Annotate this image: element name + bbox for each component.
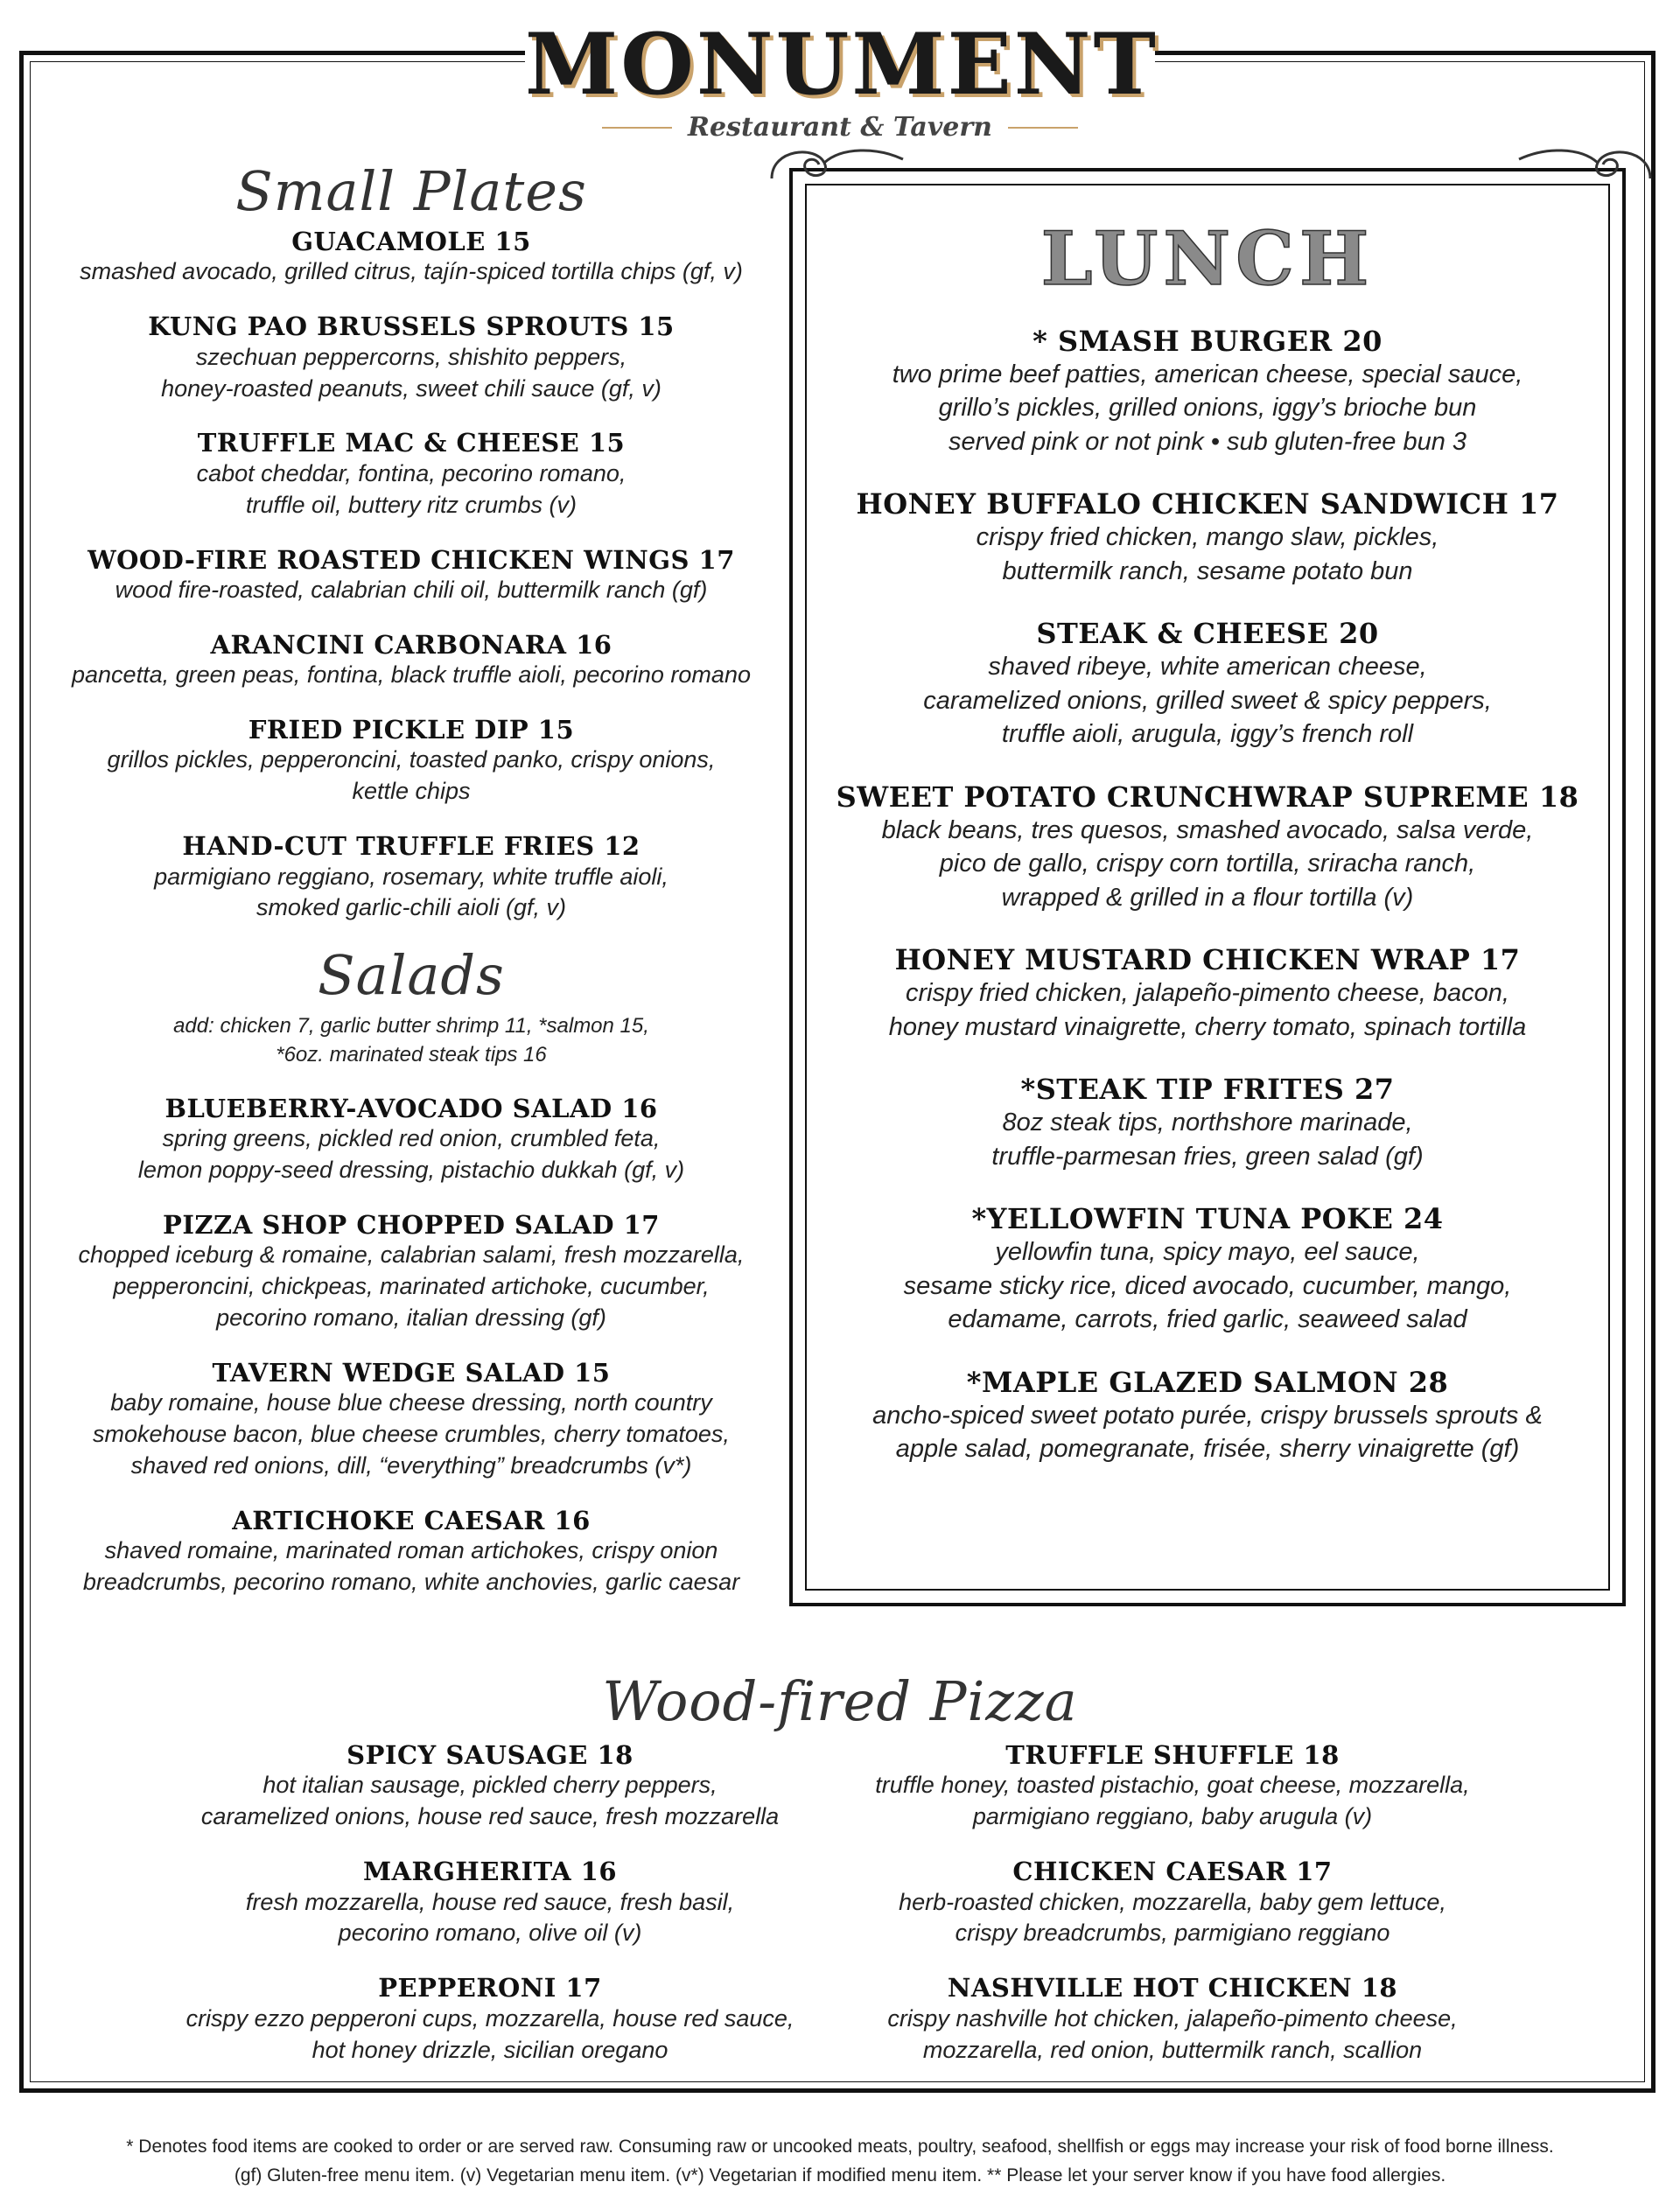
menu-item — [52, 546, 770, 606]
lunch-heading: LUNCH — [1040, 215, 1375, 302]
menu-item-description: grillo’s pickles, grilled onions, iggy’s brioche bun — [938, 394, 1477, 423]
menu-item-description: spring greens, pickled red onion, crumbled feta, — [162, 1124, 661, 1151]
menu-item-title: PIZZA SHOP CHOPPED SALAD 17 — [163, 1209, 660, 1240]
menu-item-title: GUACAMOLE 15 — [291, 227, 531, 256]
lunch-list — [793, 325, 1622, 1466]
pizza-left-column — [175, 1741, 805, 2090]
menu-item-title: PEPPERONI 17 — [378, 1973, 602, 2004]
pizza-heading-wrap — [0, 1668, 1680, 1738]
menu-item-description: pico de gallo, crispy corn tortilla, sriracha ranch, — [939, 850, 1476, 878]
menu-item-description: ancho-spiced sweet potato purée, crispy brussels sprouts & — [872, 1401, 1543, 1430]
menu-item-description: baby romaine, house blue cheese dressing, north country — [110, 1389, 712, 1416]
menu-item-description: truffle aioli, arugula, iggy’s french roll — [1001, 720, 1414, 749]
menu-item-description: smashed avocado, grilled citrus, tajín-spiced tortilla chips (gf, v) — [80, 258, 743, 285]
menu-item-description: shaved romaine, marinated roman artichokes, crispy onion — [104, 1537, 718, 1564]
menu-item — [793, 944, 1622, 1044]
menu-item — [840, 1857, 1505, 1949]
menu-item-description: hot italian sausage, pickled cherry peppers, — [262, 1772, 718, 1799]
menu-item-title: SWEET POTATO CRUNCHWRAP SUPREME 18 — [836, 780, 1579, 814]
menu-item-title: *MAPLE GLAZED SALMON 28 — [966, 1365, 1449, 1399]
small-plates-list — [52, 227, 770, 924]
menu-item-description: crispy nashville hot chicken, jalapeño-pimento cheese, — [887, 2004, 1458, 2032]
menu-item-description: 8oz steak tips, northshore marinade, — [1002, 1108, 1413, 1137]
menu-item-description: crispy ezzo pepperoni cups, mozzarella, house red sauce, — [186, 2004, 794, 2032]
menu-item — [52, 1507, 770, 1598]
menu-item — [793, 1367, 1622, 1466]
menu-item-description: served pink or not pink • sub gluten-free bun 3 — [948, 427, 1467, 456]
menu-item — [52, 1211, 770, 1334]
menu-item-title: STEAK & CHEESE 20 — [1036, 617, 1379, 651]
menu-item-description: black beans, tres quesos, smashed avocado, salsa verde, — [881, 815, 1534, 844]
menu-item-description: yellowfin tuna, spicy mayo, eel sauce, — [995, 1238, 1420, 1267]
small-plates-heading: Small Plates — [235, 159, 587, 223]
menu-item — [175, 1974, 805, 2066]
allergy-footer — [0, 2133, 1680, 2190]
subtitle-rule-left — [602, 127, 672, 129]
menu-item-description: pancetta, green peas, fontina, black truffle aioli, pecorino romano — [72, 661, 751, 689]
menu-item — [840, 1974, 1505, 2066]
menu-item-title: ARTICHOKE CAESAR 16 — [232, 1505, 591, 1535]
menu-item-description: truffle oil, buttery ritz crumbs (v) — [245, 491, 578, 518]
menu-item-description: crispy fried chicken, mango slaw, pickles, — [976, 523, 1439, 552]
menu-item — [793, 781, 1622, 914]
menu-item-description: grillos pickles, pepperoncini, toasted panko, crispy onions, — [107, 746, 716, 773]
menu-item-description: breadcrumbs, pecorino romano, white anchovies, garlic caesar — [82, 1569, 740, 1596]
menu-item-title: BLUEBERRY-AVOCADO SALAD 16 — [164, 1093, 658, 1123]
salads-add-ons — [52, 1011, 770, 1069]
menu-item — [793, 618, 1622, 751]
menu-item-description: truffle-parmesan fries, green salad (gf) — [991, 1142, 1424, 1171]
menu-item-description: wood fire-roasted, calabrian chili oil, buttermilk ranch (gf) — [115, 576, 708, 603]
menu-item-description: two prime beef patties, american cheese, special sauce, — [892, 360, 1523, 388]
subtitle-rule-right — [1008, 127, 1078, 129]
menu-item-description: shaved ribeye, white american cheese, — [988, 653, 1427, 682]
left-column — [52, 157, 770, 1623]
menu-item — [52, 631, 770, 691]
menu-item — [175, 1857, 805, 1949]
menu-item — [52, 1359, 770, 1482]
menu-item — [175, 1741, 805, 1833]
menu-item — [52, 312, 770, 404]
menu-item-description: crispy breadcrumbs, parmigiano reggiano — [955, 1920, 1390, 1947]
menu-item-title: KUNG PAO BRUSSELS SPROUTS 15 — [148, 311, 675, 342]
brand-subtitle-row — [525, 112, 1155, 143]
menu-item-description: smoked garlic-chili aioli (gf, v) — [256, 894, 567, 921]
menu-item-description: crispy fried chicken, jalapeño-pimento cheese, bacon, — [906, 979, 1509, 1008]
menu-item-description: hot honey drizzle, sicilian oregano — [312, 2036, 668, 2063]
menu-item-title: * SMASH BURGER 20 — [1032, 325, 1382, 358]
menu-item — [793, 1074, 1622, 1173]
menu-item-description: wrapped & grilled in a flour tortilla (v) — [1001, 883, 1414, 912]
menu-item-title: HONEY BUFFALO CHICKEN SANDWICH 17 — [856, 487, 1559, 521]
brand-logo: MONUMENT — [525, 15, 1158, 114]
menu-item — [52, 227, 770, 288]
menu-item-description: honey-roasted peanuts, sweet chili sauce (gf, v) — [161, 374, 662, 402]
menu-item-title: SPICY SAUSAGE 18 — [346, 1740, 634, 1770]
menu-item-description: chopped iceburg & romaine, calabrian salami, fresh mozzarella, — [78, 1241, 745, 1269]
menu-item-description: smokehouse bacon, blue cheese crumbles, cherry tomatoes, — [93, 1421, 730, 1448]
menu-item — [52, 1095, 770, 1186]
lunch-content — [793, 215, 1622, 1496]
menu-item-title: TAVERN WEDGE SALAD 15 — [212, 1357, 611, 1388]
menu-item-description: mozzarella, red onion, buttermilk ranch, scallion — [922, 2036, 1423, 2063]
footer-raw-notice: * Denotes food items are cooked to order or are served raw. Consuming raw or uncooked meats, poultry, seafood, shellfish or eggs may increase your risk of food borne illness. — [126, 2137, 1554, 2157]
menu-item-description: sesame sticky rice, diced avocado, cucumber, mango, — [903, 1271, 1512, 1300]
add-on-line: *6oz. marinated steak tips 16 — [276, 1043, 547, 1067]
lunch-ornament-scrollwork — [763, 140, 1659, 185]
menu-item-description: pecorino romano, olive oil (v) — [338, 1920, 642, 1947]
menu-item — [52, 429, 770, 521]
menu-item — [793, 1203, 1622, 1336]
menu-item-description: pecorino romano, italian dressing (gf) — [216, 1304, 606, 1331]
menu-item-description: truffle honey, toasted pistachio, goat cheese, mozzarella, — [875, 1772, 1470, 1799]
menu-item-description: cabot cheddar, fontina, pecorino romano, — [196, 459, 626, 486]
menu-item-description: szechuan peppercorns, shishito peppers, — [195, 343, 627, 370]
salads-list — [52, 1095, 770, 1598]
menu-item-title: *YELLOWFIN TUNA POKE 24 — [971, 1202, 1444, 1236]
menu-item-title: CHICKEN CAESAR 17 — [1012, 1857, 1333, 1887]
menu-item-description: pepperoncini, chickpeas, marinated artichoke, cucumber, — [113, 1273, 710, 1299]
menu-item — [52, 832, 770, 924]
menu-item-title: TRUFFLE SHUFFLE 18 — [1005, 1740, 1340, 1770]
menu-item-description: lemon poppy-seed dressing, pistachio dukkah (gf, v) — [137, 1156, 685, 1183]
menu-item-description: parmigiano reggiano, baby arugula (v) — [972, 1803, 1373, 1830]
menu-item-title: HONEY MUSTARD CHICKEN WRAP 17 — [894, 943, 1521, 977]
add-on-line: add: chicken 7, garlic butter shrimp 11, *salmon 15, — [173, 1014, 649, 1039]
menu-item-title: WOOD-FIRE ROASTED CHICKEN WINGS 17 — [88, 544, 735, 575]
menu-item-description: buttermilk ranch, sesame potato bun — [1002, 556, 1413, 585]
menu-item-title: TRUFFLE MAC & CHEESE 15 — [197, 428, 626, 458]
menu-item-title: FRIED PICKLE DIP 15 — [248, 715, 575, 745]
menu-item-description: honey mustard vinaigrette, cherry tomato, spinach tortilla — [888, 1012, 1527, 1041]
menu-item — [52, 716, 770, 808]
menu-item-description: edamame, carrots, fried garlic, seaweed salad — [948, 1305, 1467, 1334]
menu-item — [793, 488, 1622, 588]
menu-item-description: apple salad, pomegranate, frisée, sherry vinaigrette (gf) — [895, 1435, 1520, 1464]
pizza-right-column — [840, 1741, 1505, 2090]
menu-item-title: HAND-CUT TRUFFLE FRIES 12 — [182, 831, 640, 862]
menu-item — [840, 1741, 1505, 1833]
footer-legend: (gf) Gluten-free menu item. (v) Vegetarian menu item. (v*) Vegetarian if modified menu item. ** Please let your server know if you have food allergies. — [234, 2165, 1446, 2186]
pizza-heading: Wood-fired Pizza — [602, 1669, 1078, 1733]
menu-item-title: NASHVILLE HOT CHICKEN 18 — [947, 1973, 1398, 2004]
menu-item-description: herb-roasted chicken, mozzarella, baby gem lettuce, — [899, 1888, 1446, 1915]
masthead — [525, 0, 1158, 153]
menu-item-title: *STEAK TIP FRITES 27 — [1020, 1073, 1395, 1107]
menu-item-description: kettle chips — [352, 778, 471, 805]
menu-item-title: ARANCINI CARBONARA 16 — [210, 629, 612, 660]
menu-item-title: MARGHERITA 16 — [362, 1857, 618, 1887]
menu-item-description: shaved red onions, dill, “everything” breadcrumbs (v*) — [130, 1451, 692, 1479]
menu-item-description: caramelized onions, house red sauce, fresh mozzarella — [200, 1803, 780, 1830]
menu-item-description: fresh mozzarella, house red sauce, fresh basil, — [245, 1888, 735, 1915]
menu-item-description: caramelized onions, grilled sweet & spicy peppers, — [923, 686, 1492, 715]
lunch-box — [789, 168, 1626, 1606]
salads-heading: Salads — [318, 943, 505, 1008]
menu-item-description: parmigiano reggiano, rosemary, white truffle aioli, — [154, 863, 668, 890]
brand-subtitle: Restaurant & Tavern — [688, 112, 992, 143]
menu-item — [793, 325, 1622, 458]
